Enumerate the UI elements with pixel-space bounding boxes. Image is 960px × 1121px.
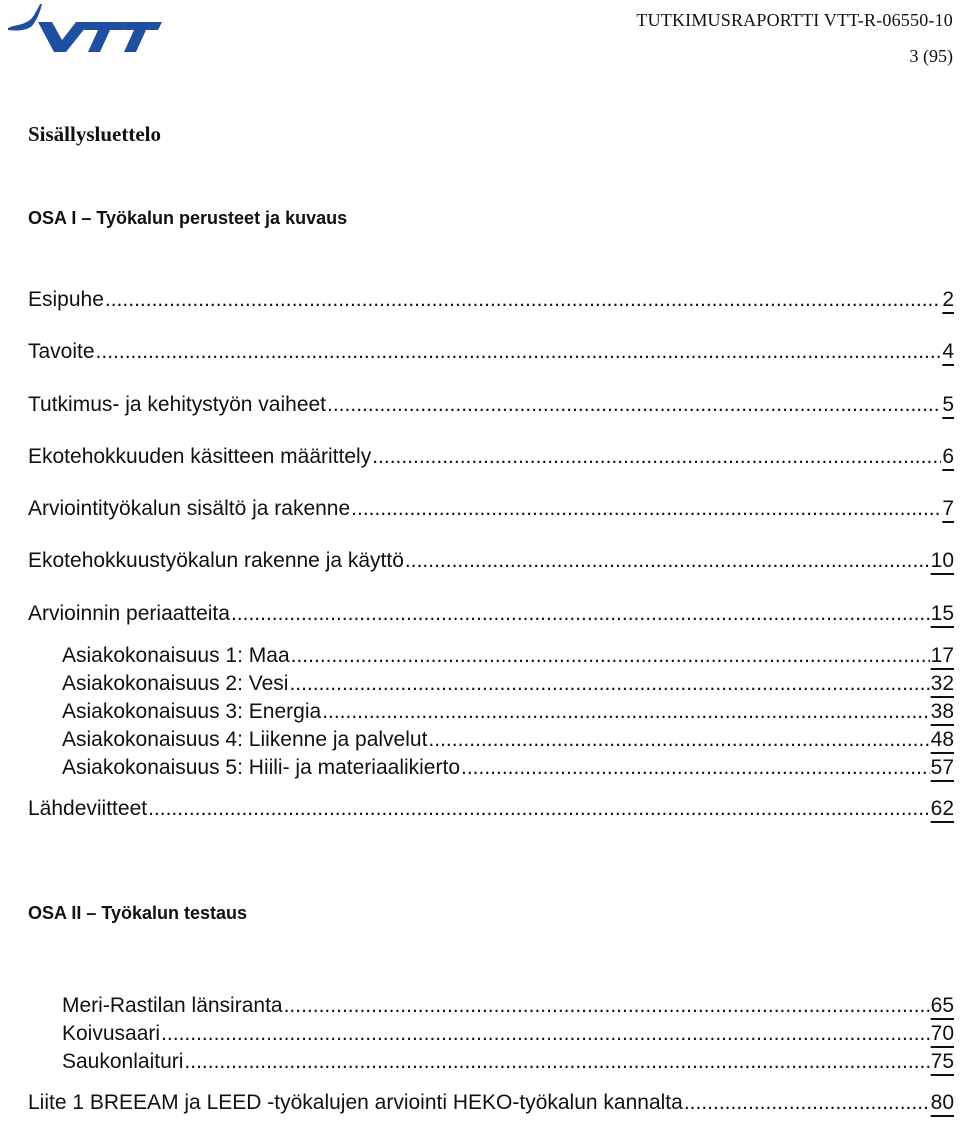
- dot-leader: [322, 699, 929, 725]
- entry-label: Tavoite: [28, 340, 95, 363]
- entry-page: 6: [942, 445, 954, 468]
- entry-page: 38: [930, 700, 954, 723]
- part1-title: OSA I – Työkalun perusteet ja kuvaus: [28, 208, 348, 228]
- entry-label: Asiakokonaisuus 4: Liikenne ja palvelut: [62, 728, 428, 751]
- toc-entry-sisalto[interactable]: [28, 496, 956, 522]
- entry-label: Esipuhe: [28, 288, 104, 311]
- entry-label: Lähdeviitteet: [28, 797, 148, 820]
- entry-label: Arviointityökalun sisältö ja rakenne: [28, 497, 351, 520]
- part2-title: OSA II – Työkalun testaus: [28, 903, 248, 923]
- entry-page: 32: [930, 672, 954, 695]
- entry-label: Saukonlaituri: [62, 1050, 184, 1073]
- report-id: TUTKIMUSRAPORTTI VTT-R-06550-10: [636, 10, 953, 30]
- entry-label: Ekotehokkuustyökalun rakenne ja käyttö: [28, 549, 404, 572]
- entry-label: Koivusaari: [62, 1022, 161, 1045]
- entry-page: 5: [942, 393, 954, 416]
- entry-label: Liite 1 BREEAM ja LEED -työkalujen arviointi HEKO-työkalun kannalta: [28, 1091, 683, 1114]
- toc-entry-liikenne[interactable]: [62, 727, 956, 753]
- entry-page: 17: [930, 644, 954, 667]
- entry-label: Meri-Rastilan länsiranta: [62, 994, 283, 1017]
- dot-leader: [684, 1090, 930, 1116]
- entry-label: Arvioinnin periaatteita: [28, 602, 230, 625]
- entry-label: Asiakokonaisuus 2: Vesi: [62, 672, 289, 695]
- toc-entry-vesi[interactable]: [62, 671, 956, 697]
- dot-leader: [96, 339, 942, 365]
- vtt-logo: [4, 0, 164, 56]
- entry-page: 7: [942, 497, 954, 520]
- entry-label: Asiakokonaisuus 3: Energia: [62, 700, 322, 723]
- toc-entry-periaatteita[interactable]: [28, 601, 956, 627]
- dot-leader: [289, 671, 929, 697]
- entry-label: Tutkimus- ja kehitystyön vaiheet: [28, 393, 327, 416]
- dot-leader: [184, 1049, 929, 1075]
- toc-heading: Sisällysluettelo: [28, 122, 162, 146]
- entry-page: 65: [930, 994, 954, 1017]
- page-number: 3 (95): [909, 46, 953, 66]
- entry-label: Ekotehokkuuden käsitteen määrittely: [28, 445, 372, 468]
- dot-leader: [405, 548, 930, 574]
- entry-label: Asiakokonaisuus 5: Hiili- ja materiaalikierto: [62, 756, 460, 779]
- toc-entry-meri-rastila[interactable]: [62, 993, 956, 1019]
- entry-label: Asiakokonaisuus 1: Maa: [62, 644, 290, 667]
- dot-leader: [372, 444, 941, 470]
- dot-leader: [148, 796, 930, 822]
- toc-entry-koivusaari[interactable]: [62, 1021, 956, 1047]
- dot-leader: [231, 601, 930, 627]
- entry-page: 2: [942, 288, 954, 311]
- toc-entry-esipuhe[interactable]: [28, 287, 956, 313]
- dot-leader: [461, 755, 930, 781]
- toc-entry-maarittely[interactable]: [28, 444, 956, 470]
- entry-page: 57: [930, 756, 954, 779]
- dot-leader: [327, 392, 941, 418]
- entry-page: 70: [930, 1022, 954, 1045]
- toc-entry-liite1[interactable]: [28, 1090, 956, 1116]
- entry-page: 15: [930, 602, 954, 625]
- toc-entry-hiili[interactable]: [62, 755, 956, 781]
- dot-leader: [428, 727, 929, 753]
- toc-entry-saukonlaituri[interactable]: [62, 1049, 956, 1075]
- toc-entry-vaiheet[interactable]: [28, 392, 956, 418]
- entry-page: 4: [942, 340, 954, 363]
- entry-page: 10: [930, 549, 954, 572]
- toc-entry-maa[interactable]: [62, 643, 956, 669]
- entry-page: 80: [930, 1091, 954, 1114]
- dot-leader: [351, 496, 941, 522]
- toc-entry-tavoite[interactable]: [28, 339, 956, 365]
- toc-entry-rakenne[interactable]: [28, 548, 956, 574]
- dot-leader: [105, 287, 941, 313]
- dot-leader: [284, 993, 930, 1019]
- dot-leader: [161, 1021, 930, 1047]
- entry-page: 75: [930, 1050, 954, 1073]
- dot-leader: [291, 643, 930, 669]
- toc-entry-lahdeviitteet[interactable]: [28, 796, 956, 822]
- entry-page: 48: [930, 728, 954, 751]
- toc-entry-energia[interactable]: [62, 699, 956, 725]
- entry-page: 62: [930, 797, 954, 820]
